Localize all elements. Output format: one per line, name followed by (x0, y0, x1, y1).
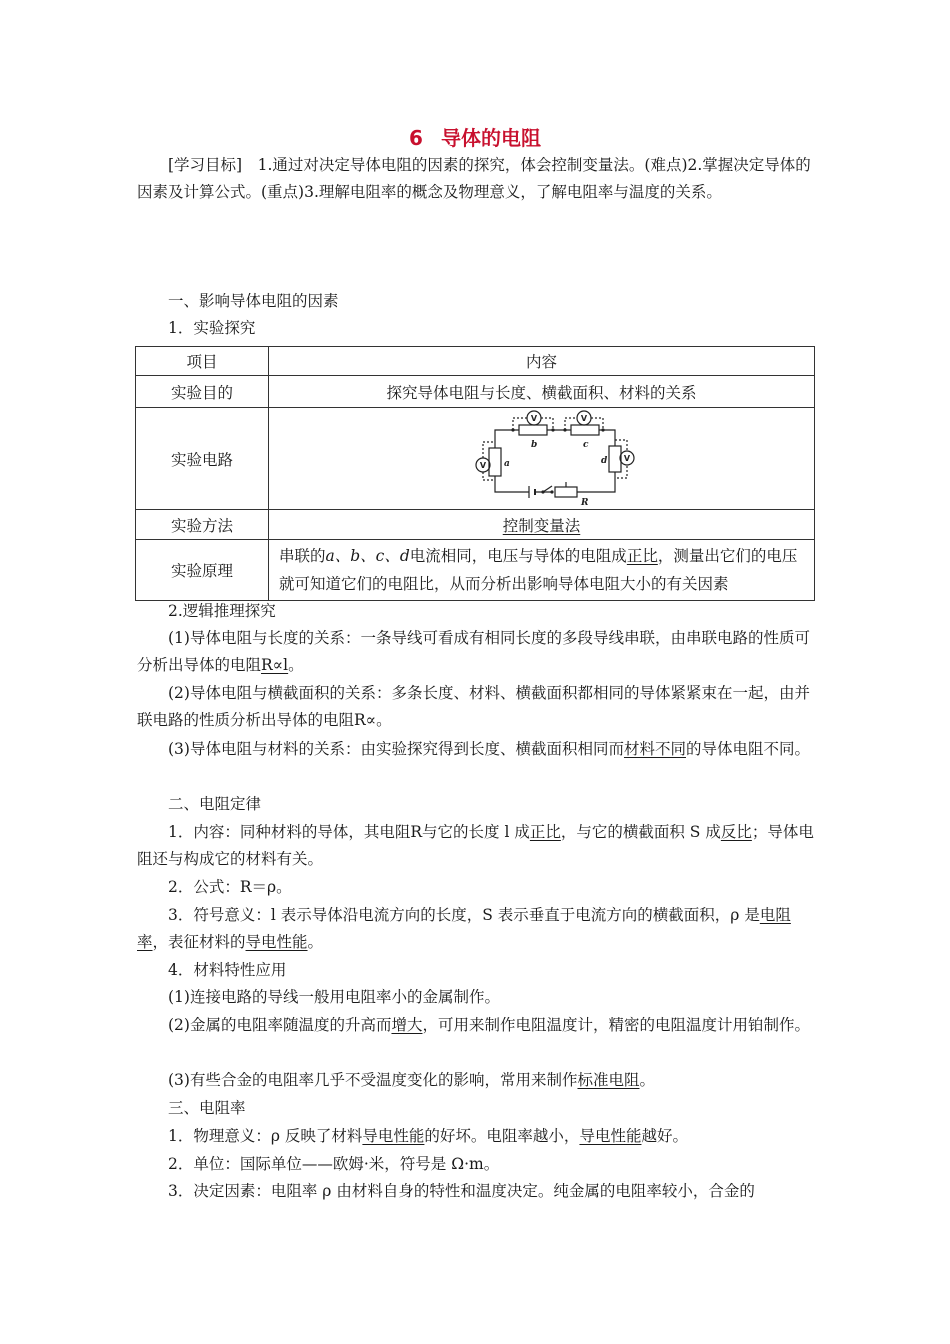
text: (2)金属的电阻率随温度的升高而 (168, 1016, 392, 1034)
resistivity-factors: 3．决定因素：电阻率 ρ 由材料自身的特性和温度决定。纯金属的电阻率较小，合金的 (168, 1182, 755, 1200)
voltmeter-label: V (580, 413, 587, 423)
table-row (136, 376, 815, 408)
rheostat (555, 487, 577, 497)
application-1: (1)连接电路的导线一般用电阻率小的金属制作。 (168, 988, 500, 1006)
voltmeter-label: V (623, 453, 630, 463)
application-3 (137, 1067, 817, 1094)
text: 的导体电阻不同。 (685, 740, 810, 758)
law-formula: 2．公式：R＝ρ。 (168, 878, 292, 896)
table-row (136, 540, 815, 601)
objectives-text: 1.通过对决定导体电阻的因素的探究，体会控制变量法。(难点)2.掌握决定导体的因素及计算公式。(重点)3.理解电阻率的概念及物理意义，了解电阻率与温度的关系。 (137, 156, 811, 201)
text: 。 (639, 1071, 655, 1089)
text: ；导体电阻还与构成它的材料有关。 (137, 823, 814, 868)
table-row (136, 408, 815, 510)
underlined-answer: 材料不同 (623, 740, 686, 758)
underlined-answer: R∝l (261, 656, 289, 674)
underlined-answer: 标准电阻 (577, 1071, 640, 1089)
underlined-answer: 导电性能 (579, 1127, 642, 1145)
title-text: 导体的电阻 (440, 126, 541, 150)
method-underlined: 控制变量法 (502, 516, 581, 535)
text: 1．内容：同种材料的导体，其电阻R与它的长度 l 成 (168, 823, 530, 841)
experiment-table (135, 346, 815, 601)
table-row (136, 347, 815, 376)
circuit-diagram (447, 410, 637, 508)
row-value-circuit (269, 408, 815, 510)
voltmeter-label: V (479, 460, 486, 470)
application-2 (137, 1012, 817, 1039)
row-value-purpose: 探究导体电阻与长度、横截面积、材料的关系 (269, 376, 815, 408)
text: 越好。 (641, 1127, 688, 1145)
principle-vars: a、b、c、d (325, 547, 410, 565)
text: (1)导体电阻与长度的关系：一条导线可看成有相同长度的多段导线串联，由串联电路的性质可分析出导体的电阻 (137, 629, 810, 674)
text: ，表征材料的 (152, 933, 246, 951)
resistor-a (489, 448, 501, 476)
voltmeter-label: V (530, 413, 537, 423)
row-label-method: 实验方法 (136, 510, 269, 540)
resistor-d (609, 446, 621, 472)
underlined-answer: 正比 (529, 823, 561, 841)
resistor-b (519, 425, 547, 435)
underlined-answer: 增大 (391, 1016, 423, 1034)
material-applications: 4．材料特性应用 (168, 961, 287, 979)
law-content (137, 819, 817, 873)
page-title (0, 122, 950, 151)
text: 。 (307, 933, 324, 951)
section3-heading: 三、电阻率 (168, 1099, 246, 1117)
resistivity-meaning (137, 1123, 817, 1150)
table-header-item: 项目 (136, 347, 269, 376)
principle-text: 电流相同，电压与导体的电阻成 (409, 547, 627, 565)
label-c: c (582, 439, 588, 450)
learning-objectives (137, 152, 817, 206)
paragraph-length (137, 625, 817, 679)
row-label-principle: 实验原理 (136, 540, 269, 601)
row-label-circuit: 实验电路 (136, 408, 269, 510)
underlined-answer: 导电性能 (245, 933, 308, 951)
paragraph-area: (2)导体电阻与横截面积的关系：多条长度、材料、横截面积都相同的导体紧紧束在一起，由并联电路的性质分析出导体的电阻R∝。 (137, 684, 810, 729)
switch-blade (543, 486, 552, 492)
text: ，与它的横截面积 S 成 (560, 823, 721, 841)
table-header-content: 内容 (269, 347, 815, 376)
text: (3)有些合金的电阻率几乎不受温度变化的影响，常用来制作 (168, 1071, 578, 1089)
principle-underlined: 正比 (626, 547, 658, 565)
row-label-purpose: 实验目的 (136, 376, 269, 408)
underlined-answer: 反比 (720, 823, 752, 841)
sub-heading-logic: 2.逻辑推理探究 (168, 602, 276, 620)
label-b: b (530, 439, 537, 450)
text: 3．符号意义：l 表示导体沿电流方向的长度，S 表示垂直于电流方向的横截面积，ρ 是 (168, 906, 760, 924)
text: ，可用来制作电阻温度计，精密的电阻温度计用铂制作。 (422, 1016, 810, 1034)
text: 的好坏。电阻率越小， (424, 1127, 580, 1145)
section2-heading: 二、电阻定律 (168, 795, 262, 813)
principle-text: 串联的 (279, 547, 326, 565)
underlined-answer: 电阻率 (137, 906, 791, 951)
resistor-c (571, 425, 599, 435)
sub-heading-experiment: 1．实验探究 (168, 319, 256, 337)
row-value-method (269, 510, 815, 540)
principle-text: ，测量出它们的电压就可知道它们的电阻比，从而分析出影响导体电阻大小的有关因素 (279, 547, 798, 593)
paragraph-material (137, 736, 817, 763)
label-d: d (600, 455, 607, 466)
objectives-tag: [学习目标] (168, 156, 243, 174)
underlined-answer: 导电性能 (362, 1127, 425, 1145)
law-symbols (137, 902, 817, 956)
text: (3)导体电阻与材料的关系：由实验探究得到长度、横截面积相同而 (168, 740, 624, 758)
row-value-principle (269, 540, 815, 601)
text: 1．物理意义：ρ 反映了材料 (168, 1127, 363, 1145)
table-row (136, 510, 815, 540)
resistivity-unit: 2．单位：国际单位——欧姆·米，符号是 Ω·m。 (168, 1155, 500, 1173)
label-R: R (580, 497, 588, 508)
text: 。 (288, 656, 304, 674)
label-a: a (503, 458, 510, 469)
section-number: 6 (409, 126, 423, 150)
section1-heading: 一、影响导体电阻的因素 (168, 292, 339, 310)
